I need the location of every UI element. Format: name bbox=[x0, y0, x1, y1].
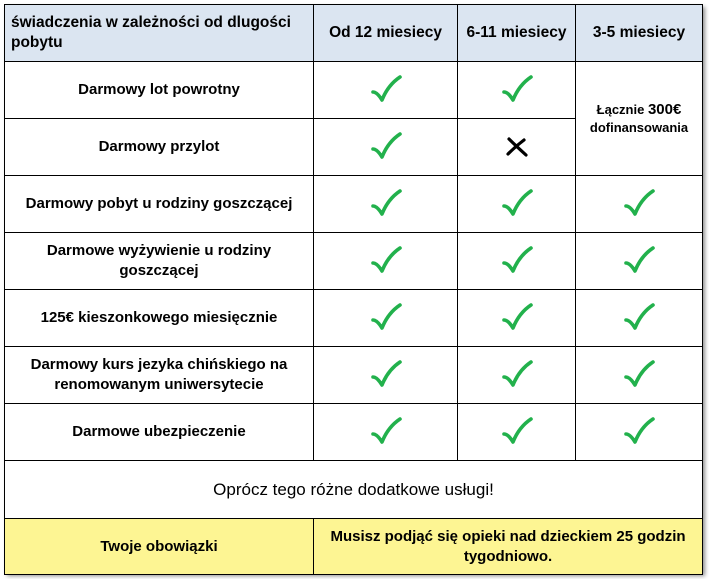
combined-amount: 300€ bbox=[647, 100, 682, 118]
checkmark-icon bbox=[320, 246, 451, 276]
benefits-table bbox=[4, 4, 703, 575]
checkmark-icon bbox=[320, 189, 451, 219]
checkmark-icon bbox=[582, 303, 696, 333]
table-row bbox=[5, 404, 703, 461]
cell-12-months bbox=[314, 176, 458, 233]
cell-12-months bbox=[314, 119, 458, 176]
benefits-header: świadczenia w zależności od dlugości pobytu bbox=[5, 5, 314, 62]
cell-6-11-months bbox=[458, 290, 576, 347]
cell-6-11-months bbox=[458, 62, 576, 119]
cell-6-11-months bbox=[458, 176, 576, 233]
extra-services-row bbox=[5, 461, 703, 519]
cell-12-months bbox=[314, 233, 458, 290]
checkmark-icon bbox=[464, 417, 569, 447]
cell-3-5-months bbox=[576, 347, 703, 404]
duties-label: Twoje obowiązki bbox=[5, 519, 314, 575]
checkmark-icon bbox=[582, 360, 696, 390]
checkmark-icon bbox=[320, 417, 451, 447]
row-label: 125€ kieszonkowego miesięcznie bbox=[5, 290, 314, 347]
checkmark-icon bbox=[464, 75, 569, 105]
row-label: Darmowy kurs jezyka chińskiego na renomowanym uniwersytecie bbox=[5, 347, 314, 404]
table-row bbox=[5, 176, 703, 233]
checkmark-icon bbox=[320, 303, 451, 333]
cell-12-months bbox=[314, 404, 458, 461]
column-header-6-11-months: 6-11 miesiecy bbox=[458, 5, 576, 62]
checkmark-icon bbox=[320, 132, 451, 162]
cell-6-11-months bbox=[458, 233, 576, 290]
checkmark-icon bbox=[320, 75, 451, 105]
checkmark-icon bbox=[582, 417, 696, 447]
column-header-12-months: Od 12 miesiecy bbox=[314, 5, 458, 62]
table-row bbox=[5, 62, 703, 119]
row-label: Darmowy lot powrotny bbox=[5, 62, 314, 119]
duties-row bbox=[5, 519, 703, 575]
checkmark-icon bbox=[582, 189, 696, 219]
table-row bbox=[5, 347, 703, 404]
checkmark-icon bbox=[464, 303, 569, 333]
table-row bbox=[5, 233, 703, 290]
checkmark-icon bbox=[464, 189, 569, 219]
cell-6-11-months bbox=[458, 119, 576, 176]
cell-12-months bbox=[314, 290, 458, 347]
column-header-3-5-months: 3-5 miesiecy bbox=[576, 5, 703, 62]
row-label: Darmowy przylot bbox=[5, 119, 314, 176]
extra-services-text: Oprócz tego różne dodatkowe usługi! bbox=[5, 461, 703, 519]
table-row bbox=[5, 290, 703, 347]
checkmark-icon bbox=[320, 360, 451, 390]
checkmark-icon bbox=[464, 360, 569, 390]
checkmark-icon bbox=[464, 246, 569, 276]
cell-6-11-months bbox=[458, 347, 576, 404]
cell-3-5-months bbox=[576, 176, 703, 233]
row-label: Darmowe ubezpieczenie bbox=[5, 404, 314, 461]
checkmark-icon bbox=[582, 246, 696, 276]
cell-3-5-months bbox=[576, 290, 703, 347]
cell-12-months bbox=[314, 347, 458, 404]
cross-icon bbox=[464, 136, 569, 158]
combined-suffix: dofinansowania bbox=[589, 119, 689, 135]
cell-12-months bbox=[314, 62, 458, 119]
row-label: Darmowy pobyt u rodziny goszczącej bbox=[5, 176, 314, 233]
combined-prefix: Łącznie bbox=[596, 101, 648, 117]
header-row bbox=[5, 5, 703, 62]
combined-funding-cell bbox=[576, 62, 703, 176]
cell-3-5-months bbox=[576, 404, 703, 461]
benefits-table-frame bbox=[4, 4, 702, 573]
cell-3-5-months bbox=[576, 233, 703, 290]
cell-6-11-months bbox=[458, 404, 576, 461]
duties-text: Musisz podjąć się opieki nad dzieckiem 25 godzin tygodniowo. bbox=[314, 519, 703, 575]
row-label: Darmowe wyżywienie u rodziny goszczącej bbox=[5, 233, 314, 290]
